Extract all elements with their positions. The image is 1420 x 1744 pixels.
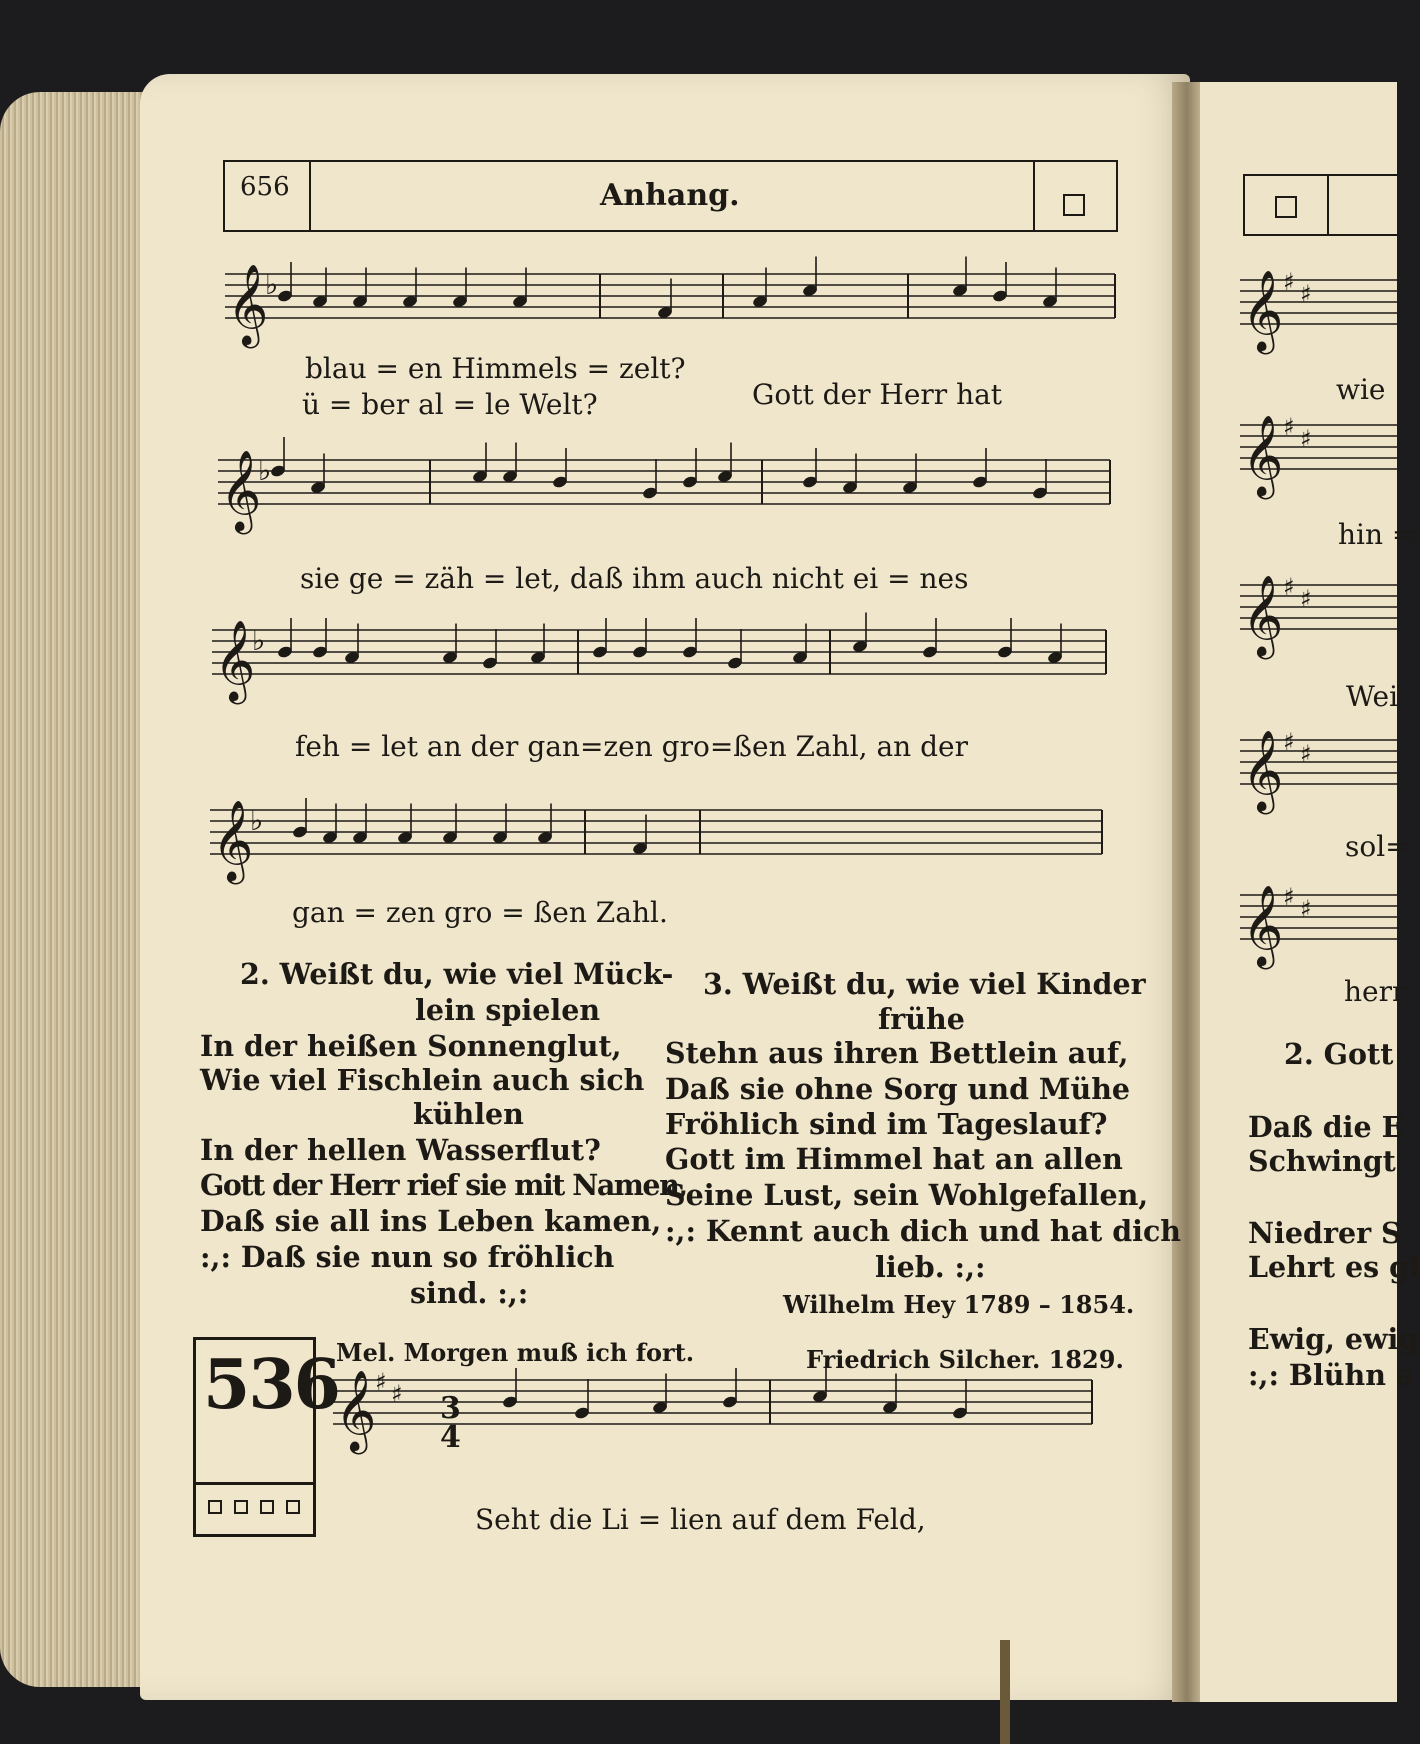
- lyric-fragment: Wei: [1346, 680, 1399, 713]
- verse-fragment: 2. Gott: [1284, 1037, 1394, 1071]
- lyric-line: sie ge = zäh = let, daß ihm auch nicht ei = nes: [300, 562, 969, 595]
- sharp-icon: ♯: [1300, 425, 1312, 453]
- sharp-icon: ♯: [1300, 740, 1312, 768]
- verse-line: Daß sie ohne Sorg und Mühe: [665, 1072, 1131, 1106]
- verse-fragment: Daß die E: [1248, 1110, 1404, 1144]
- running-title: Anhang.: [600, 178, 740, 213]
- verse-line: Gott im Himmel hat an allen: [665, 1142, 1123, 1176]
- verse-line: frühe: [878, 1002, 965, 1036]
- hymn-number: 536: [203, 1345, 339, 1425]
- lyric-fragment: wie: [1336, 373, 1386, 406]
- verse-line: Seine Lust, sein Wohlgefallen,: [665, 1178, 1149, 1212]
- lyric-fragment: herr: [1344, 975, 1406, 1008]
- verse-line: :,: Kennt auch dich und hat dich: [665, 1214, 1182, 1248]
- sharp-icon: ♯: [391, 1380, 403, 1408]
- verse-line: lieb. :,:: [875, 1250, 986, 1284]
- verse-line: In der hellen Wasserflut?: [200, 1133, 601, 1167]
- treble-clef-icon: 𝄞: [220, 449, 262, 531]
- treble-clef-icon: 𝄞: [335, 1369, 377, 1451]
- lyric-fragment: sol=: [1345, 830, 1409, 863]
- verse-fragment: Niedrer S: [1248, 1216, 1402, 1250]
- flat-icon: ♭: [250, 804, 264, 837]
- verse-line: kühlen: [413, 1097, 524, 1131]
- verse-fragment: Lehrt es gl: [1248, 1250, 1420, 1284]
- lyric-line: blau = en Himmels = zelt?: [305, 352, 686, 385]
- square-icon: [260, 1500, 274, 1514]
- lyric-line: gan = zen gro = ßen Zahl.: [292, 896, 668, 929]
- author-credit: Wilhelm Hey 1789 – 1854.: [783, 1290, 1135, 1319]
- sharp-icon: ♯: [1300, 895, 1312, 923]
- flat-icon: ♭: [265, 268, 279, 301]
- sharp-icon: ♯: [1283, 413, 1295, 441]
- verse-fragment: Ewig, ewig: [1248, 1322, 1419, 1356]
- lyric-line: ü = ber al = le Welt?: [302, 388, 598, 421]
- verse-line: lein spielen: [415, 993, 601, 1027]
- sharp-icon: ♯: [1300, 280, 1312, 308]
- verse-line: 2. Weißt du, wie viel Mück-: [240, 957, 674, 991]
- verse-line: 3. Weißt du, wie viel Kinder: [703, 967, 1146, 1001]
- verse-line: Wie viel Fischlein auch sich: [200, 1063, 645, 1097]
- verse-line: sind. :,:: [410, 1276, 529, 1310]
- treble-clef-icon: 𝄞: [1242, 884, 1284, 966]
- lyric-line: Seht die Li = lien auf dem Feld,: [475, 1503, 926, 1536]
- square-icon: [234, 1500, 248, 1514]
- lyric-fragment: hin =: [1338, 518, 1416, 551]
- verse-line: :,: Daß sie nun so fröhlich: [200, 1240, 615, 1274]
- treble-clef-icon: 𝄞: [227, 263, 269, 345]
- melody-reference: Mel. Morgen muß ich fort.: [336, 1338, 695, 1367]
- page-number: 656: [240, 172, 290, 202]
- composer-credit: Friedrich Silcher. 1829.: [806, 1345, 1124, 1374]
- verse-line: Gott der Herr rief sie mit Namen,: [200, 1168, 687, 1202]
- verse-line: In der heißen Sonnenglut,: [200, 1029, 622, 1063]
- verse-line: Stehn aus ihren Bettlein auf,: [665, 1036, 1129, 1070]
- lyric-line: Gott der Herr hat: [752, 378, 1003, 411]
- time-signature-bottom: 4: [440, 1420, 461, 1455]
- flat-icon: ♭: [258, 454, 272, 487]
- sharp-icon: ♯: [375, 1368, 387, 1396]
- treble-clef-icon: 𝄞: [1242, 414, 1284, 496]
- flat-icon: ♭: [252, 624, 266, 657]
- sharp-icon: ♯: [1283, 268, 1295, 296]
- verse-fragment: Schwingt: [1248, 1144, 1396, 1178]
- sharp-icon: ♯: [1283, 573, 1295, 601]
- square-icon: [208, 1500, 222, 1514]
- time-signature-top: 3: [440, 1391, 461, 1426]
- sharp-icon: ♯: [1283, 883, 1295, 911]
- verse-line: Daß sie all ins Leben kamen,: [200, 1204, 662, 1238]
- sharp-icon: ♯: [1283, 728, 1295, 756]
- treble-clef-icon: 𝄞: [1242, 269, 1284, 351]
- treble-clef-icon: 𝄞: [1242, 574, 1284, 656]
- square-icon: [286, 1500, 300, 1514]
- verse-line: Fröhlich sind im Tageslauf?: [665, 1107, 1108, 1141]
- treble-clef-icon: 𝄞: [1242, 729, 1284, 811]
- treble-clef-icon: 𝄞: [214, 619, 256, 701]
- sharp-icon: ♯: [1300, 585, 1312, 613]
- lyric-line: feh = let an der gan=zen gro=ßen Zahl, an der: [295, 730, 968, 763]
- treble-clef-icon: 𝄞: [212, 799, 254, 881]
- verse-fragment: :,: Blühn a: [1248, 1358, 1415, 1392]
